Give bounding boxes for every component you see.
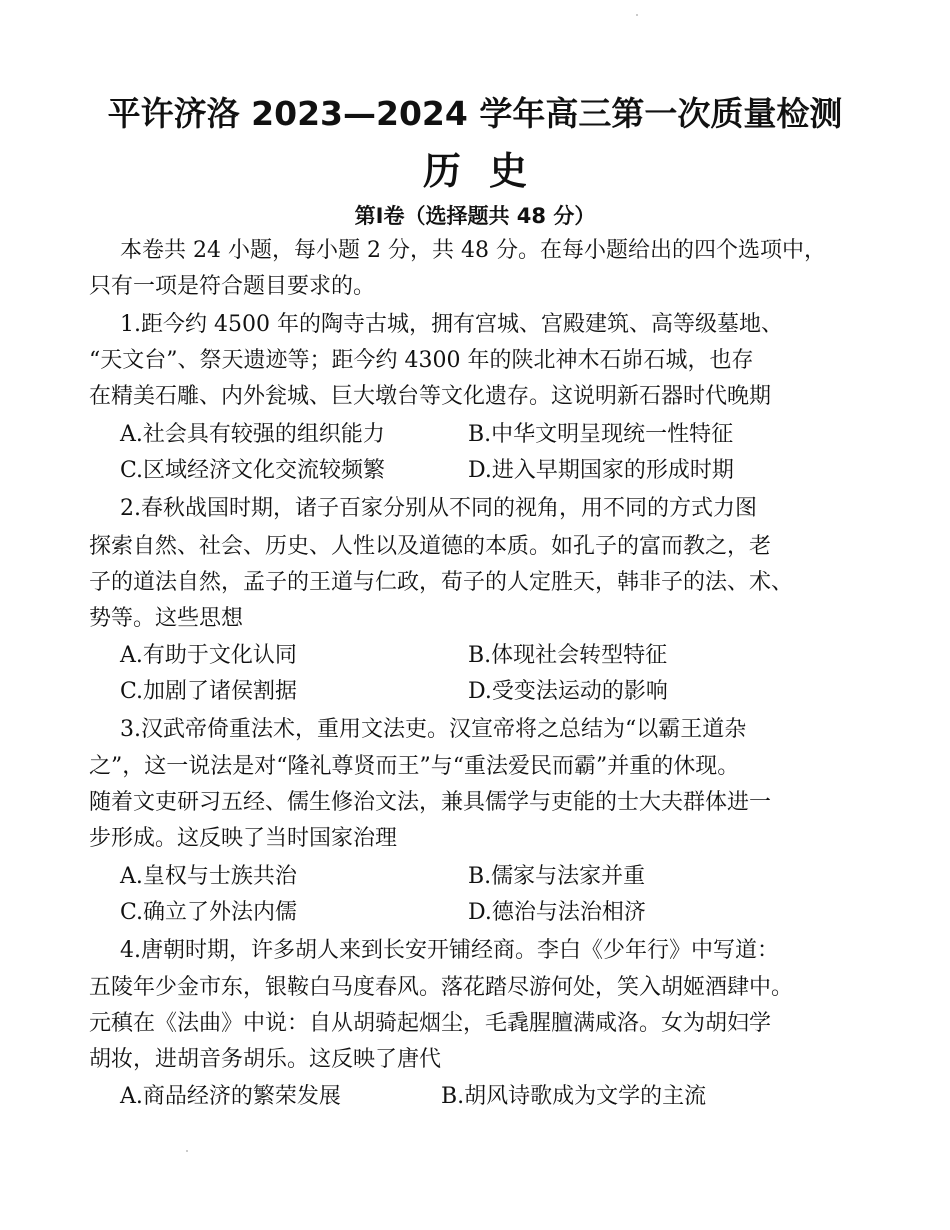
scan-speck xyxy=(636,14,638,16)
question-2-option-a: A.有助于文化认同 xyxy=(120,643,297,668)
question-4-line: 4.唐朝时期，许多胡人来到长安开铺经商。李白《少年行》中写道： xyxy=(120,938,779,963)
intro-line: 只有一项是符合题目要求的。 xyxy=(89,274,376,299)
question-2-line: 势等。这些思想 xyxy=(89,606,244,631)
question-1-option-b: B.中华文明呈现统一性特征 xyxy=(468,422,734,447)
question-2-option-c: C.加剧了诸侯割据 xyxy=(120,679,298,704)
section-heading: 第Ⅰ卷（选择题共 48 分） xyxy=(354,204,596,228)
question-3-line: 步形成。这反映了当时国家治理 xyxy=(89,826,398,851)
question-4-line: 元稹在《法曲》中说：自从胡骑起烟尘，毛毳腥膻满咸洛。女为胡妇学 xyxy=(89,1011,772,1036)
question-1-option-d: D.进入早期国家的形成时期 xyxy=(468,458,734,483)
question-3-option-d: D.德治与法治相济 xyxy=(468,900,646,925)
intro-line: 本卷共 24 小题，每小题 2 分，共 48 分。在每小题给出的四个选项中， xyxy=(120,238,826,263)
question-4-option-a: A.商品经济的繁荣发展 xyxy=(120,1084,341,1109)
question-1-option-c: C.区域经济文化交流较频繁 xyxy=(120,458,386,483)
question-3-line: 之”，这一说法是对“隆礼尊贤而王”与“重法爱民而霸”并重的休现。 xyxy=(89,754,740,779)
question-3-option-a: A.皇权与士族共治 xyxy=(120,864,297,889)
question-2-option-d: D.受变法运动的影响 xyxy=(468,679,668,704)
subject-heading: 历史 xyxy=(422,149,555,193)
question-3-option-c: C.确立了外法内儒 xyxy=(120,900,298,925)
question-4-line: 五陵年少金市东，银鞍白马度春风。落花踏尽游何处，笑入胡姬酒肆中。 xyxy=(89,975,794,1000)
question-4-option-b: B.胡风诗歌成为文学的主流 xyxy=(441,1084,707,1109)
question-3-line: 3.汉武帝倚重法术，重用文法吏。汉宣帝将之总结为“以霸王道杂 xyxy=(120,717,747,742)
exam-title: 平许济洛 2023—2024 学年高三第一次质量检测 xyxy=(107,94,843,133)
question-2-line: 2.春秋战国时期，诸子百家分别从不同的视角，用不同的方式力图 xyxy=(120,496,757,521)
question-3-option-b: B.儒家与法家并重 xyxy=(468,864,646,889)
question-2-line: 子的道法自然，孟子的王道与仁政，荀子的人定胜天，韩非子的法、术、 xyxy=(89,570,794,595)
question-2-option-b: B.体现社会转型特征 xyxy=(468,643,668,668)
question-1-line: “天文台”、祭天遗迹等；距今约 4300 年的陕北神木石峁石城，也存 xyxy=(89,348,754,373)
question-4-line: 胡妆，进胡音务胡乐。这反映了唐代 xyxy=(89,1047,442,1072)
question-2-line: 探索自然、社会、历史、人性以及道德的本质。如孔子的富而教之，老 xyxy=(89,534,772,559)
scan-speck xyxy=(186,1150,188,1152)
question-3-line: 随着文吏研习五经、儒生修治文法，兼具儒学与吏能的士大夫群体进一 xyxy=(89,790,772,815)
question-1-option-a: A.社会具有较强的组织能力 xyxy=(120,422,385,447)
question-1-line: 1.距今约 4500 年的陶寺古城，拥有宫城、宫殿建筑、高等级墓地、 xyxy=(120,312,783,337)
question-1-line: 在精美石雕、内外瓮城、巨大墩台等文化遗存。这说明新石器时代晚期 xyxy=(89,384,772,409)
